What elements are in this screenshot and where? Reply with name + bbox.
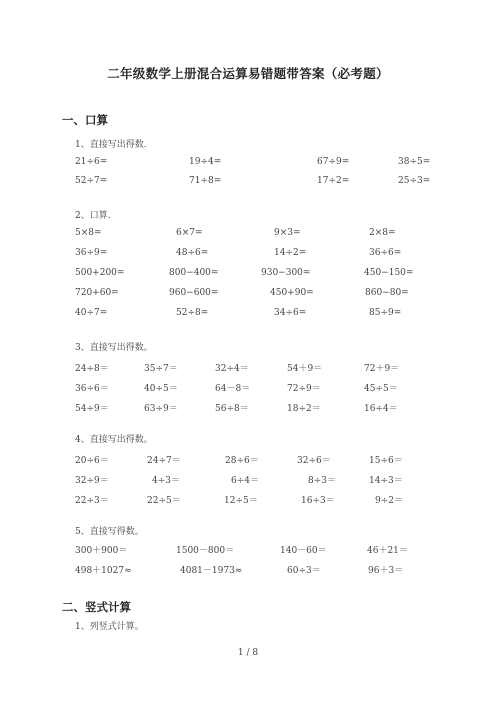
problem: 5×8= xyxy=(75,228,102,238)
problem: 6÷4＝ xyxy=(231,476,259,486)
problem: 2×8= xyxy=(369,228,396,238)
problem: 54÷9＝ xyxy=(75,404,109,414)
problem: 96＋3＝ xyxy=(368,566,404,576)
question-3-label: 3、直接写出得数。 xyxy=(75,343,153,353)
section-heading-vertical: 二、竖式计算 xyxy=(62,600,131,614)
problem: 20÷6＝ xyxy=(75,456,109,466)
q4-row-1 xyxy=(75,453,435,467)
problem: 12÷5＝ xyxy=(224,496,258,506)
problem: 14÷2= xyxy=(274,248,307,258)
problem: 35÷7＝ xyxy=(144,364,178,374)
question-vertical-label: 1、列竖式计算。 xyxy=(75,622,144,632)
problem: 52÷7= xyxy=(75,176,108,186)
problem: 498＋1027≈ xyxy=(75,566,132,576)
problem: 64－8＝ xyxy=(215,384,251,394)
q4-row-2 xyxy=(75,473,435,487)
problem: 48÷6= xyxy=(176,248,209,258)
problem: 46＋21＝ xyxy=(367,546,408,556)
problem: 24÷7＝ xyxy=(147,456,181,466)
q2-row-2 xyxy=(75,248,435,262)
q5-row-2 xyxy=(75,563,435,577)
problem: 36÷6= xyxy=(369,248,402,258)
problem: 15÷6＝ xyxy=(369,456,403,466)
problem: 72÷9＝ xyxy=(287,384,321,394)
problem: 38÷5= xyxy=(398,157,431,167)
q3-row-3 xyxy=(75,401,435,415)
problem: 18÷2＝ xyxy=(287,404,321,414)
problem: 140－60＝ xyxy=(280,546,327,556)
problem: 17÷2= xyxy=(317,176,350,186)
problem: 67÷9= xyxy=(317,157,350,167)
problem: 71÷8= xyxy=(189,176,222,186)
problem: 32÷9＝ xyxy=(75,476,109,486)
problem: 500+200= xyxy=(75,268,125,278)
problem: 40÷5＝ xyxy=(144,384,178,394)
problem: 4081－1973≈ xyxy=(180,566,243,576)
q5-row-1 xyxy=(75,543,435,557)
problem: 720+60= xyxy=(75,288,119,298)
page-title: 二年级数学上册混合运算易错题带答案（必考题） xyxy=(107,66,389,81)
problem: 6×7= xyxy=(176,228,203,238)
problem: 960−600= xyxy=(169,288,219,298)
page-number: 1 / 8 xyxy=(237,648,259,658)
q2-row-1 xyxy=(75,228,435,242)
problem: 85÷9= xyxy=(369,308,402,318)
q1-row-1 xyxy=(75,157,435,171)
problem: 4÷3＝ xyxy=(152,476,180,486)
q2-row-3 xyxy=(75,268,435,282)
problem: 16÷4＝ xyxy=(364,404,398,414)
section-heading-oral: 一、口算 xyxy=(62,113,108,127)
problem: 28÷6＝ xyxy=(225,456,259,466)
problem: 45÷5＝ xyxy=(364,384,398,394)
problem: 56÷8＝ xyxy=(215,404,249,414)
problem: 450+90= xyxy=(270,288,314,298)
problem: 450−150= xyxy=(364,268,414,278)
problem: 1500－800＝ xyxy=(176,546,235,556)
problem: 14÷3＝ xyxy=(369,476,403,486)
problem: 60÷3＝ xyxy=(287,566,321,576)
q3-row-2 xyxy=(75,381,435,395)
problem: 32÷4＝ xyxy=(215,364,249,374)
problem: 9÷2＝ xyxy=(375,496,403,506)
problem: 40÷7= xyxy=(75,308,108,318)
problem: 63÷9＝ xyxy=(144,404,178,414)
problem: 22÷3＝ xyxy=(75,496,109,506)
question-4-label: 4、直接写出得数。 xyxy=(75,435,153,445)
problem: 860−80= xyxy=(365,288,409,298)
problem: 24÷8＝ xyxy=(75,364,109,374)
problem: 36÷9= xyxy=(75,248,108,258)
problem: 300＋900＝ xyxy=(75,546,128,556)
problem: 72＋9＝ xyxy=(364,364,400,374)
problem: 800−400= xyxy=(169,268,219,278)
question-1-label: 1、直接写出得数. xyxy=(75,140,147,150)
problem: 19÷4= xyxy=(189,157,222,167)
question-5-label: 5、直接写得数。 xyxy=(75,527,144,537)
problem: 36÷6＝ xyxy=(75,384,109,394)
problem: 32÷6＝ xyxy=(297,456,331,466)
q1-row-2 xyxy=(75,176,435,190)
problem: 9×3= xyxy=(274,228,301,238)
problem: 25÷3= xyxy=(398,176,431,186)
problem: 21÷6= xyxy=(75,157,108,167)
problem: 52÷8= xyxy=(176,308,209,318)
problem: 22÷5＝ xyxy=(147,496,181,506)
problem: 8÷3＝ xyxy=(308,476,336,486)
problem: 930−300= xyxy=(261,268,311,278)
q4-row-3 xyxy=(75,493,435,507)
question-2-label: 2、口算. xyxy=(75,211,111,221)
q2-row-4 xyxy=(75,288,435,302)
problem: 54＋9＝ xyxy=(287,364,323,374)
q3-row-1 xyxy=(75,361,435,375)
q2-row-5 xyxy=(75,308,435,322)
problem: 34÷6= xyxy=(274,308,307,318)
problem: 16÷3＝ xyxy=(301,496,335,506)
